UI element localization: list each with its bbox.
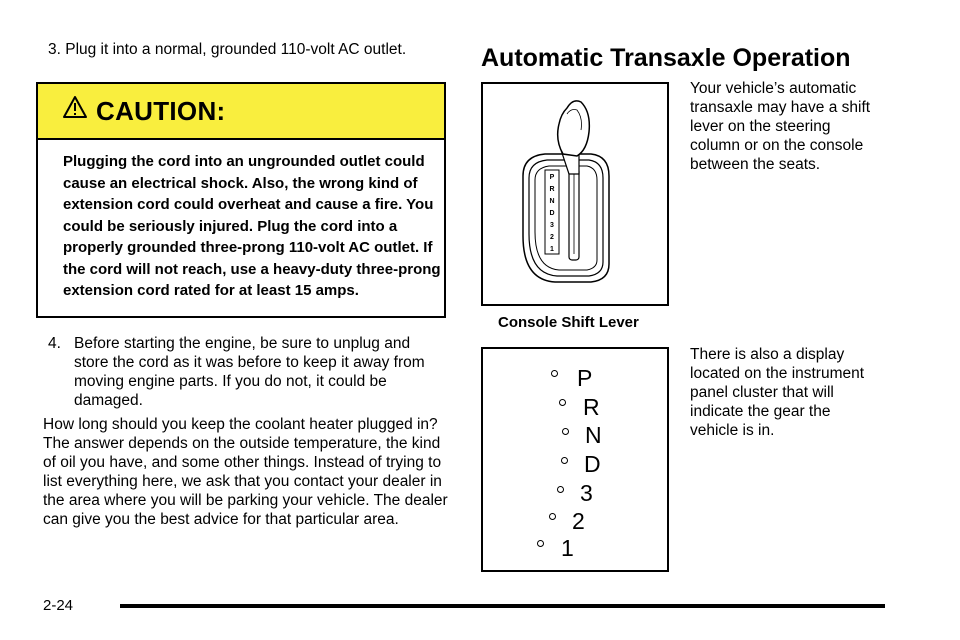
gear-indicator-dot: [559, 399, 566, 406]
gate-label-3: 3: [550, 222, 554, 229]
gear-1: 1: [561, 535, 574, 561]
caution-header: [38, 84, 444, 140]
page-number: 2-24: [43, 597, 74, 614]
gear-n: N: [585, 422, 602, 448]
step-4-text: Before starting the engine, be sure to unplug and store the cord as it was before to keep it away from moving engine parts. If you do not, it could be damaged.: [74, 335, 425, 409]
gear-display-paragraph: There is also a display located on the instrument panel cluster that will indicate the gear the vehicle is in.: [690, 346, 865, 439]
console-figure-caption: Console Shift Lever: [498, 314, 639, 331]
gear-2: 2: [572, 508, 585, 534]
step-4: [48, 334, 440, 410]
gear-indicator-dot: [549, 513, 556, 520]
caution-box: [36, 82, 446, 318]
gear-indicator-dot: [537, 540, 544, 547]
gear-r: R: [583, 394, 600, 420]
gear-indicator-dot: [551, 370, 558, 377]
gate-label-1: 1: [550, 246, 554, 253]
gate-label-r: R: [549, 186, 555, 193]
step-4-number: 4.: [48, 335, 61, 352]
section-heading: Automatic Transaxle Operation: [481, 44, 851, 72]
caution-body-text: Plugging the cord into an ungrounded outlet could cause an electrical shock. Also, the wrong kind of extension cord could overheat and cause a fire. You could be seriously injured. Plug the cord into a properly grounded three-prong 110-volt AC outlet. If the cord will not reach, use a heavy-duty three-prong extension cord rated for at least 15 amps.: [63, 153, 441, 299]
gear-d: D: [584, 451, 601, 477]
gate-label-n: N: [549, 198, 555, 205]
warning-triangle-icon: [62, 95, 88, 119]
footer-rule: [120, 604, 885, 608]
gear-display-figure: [481, 347, 669, 572]
gear-p: P: [577, 365, 593, 391]
gear-indicator-dot: [562, 428, 569, 435]
gear-3: 3: [580, 480, 593, 506]
step-3-text: 3. Plug it into a normal, grounded 110-volt AC outlet.: [48, 41, 407, 58]
caution-title: CAUTION:: [96, 96, 226, 126]
gear-indicator-dot: [561, 457, 568, 464]
gate-label-p: P: [549, 174, 555, 181]
gate-label-d: D: [549, 210, 555, 217]
gate-label-2: 2: [550, 234, 554, 241]
coolant-heater-paragraph: How long should you keep the coolant heater plugged in? The answer depends on the outside temperature, the kind of oil you have, and some other things. Instead of trying to list everything here, we ask that you contact your dealer in the area where you will be parking your vehicle. The dealer can give you the best advice for that particular area.: [43, 416, 448, 528]
console-shift-lever-figure: [481, 82, 669, 306]
console-shift-lever-illustration: [483, 84, 667, 304]
gear-indicator-dot: [557, 486, 564, 493]
shift-lever-paragraph: Your vehicle’s automatic transaxle may have a shift lever on the steering column or on the console between the seats.: [690, 80, 871, 173]
